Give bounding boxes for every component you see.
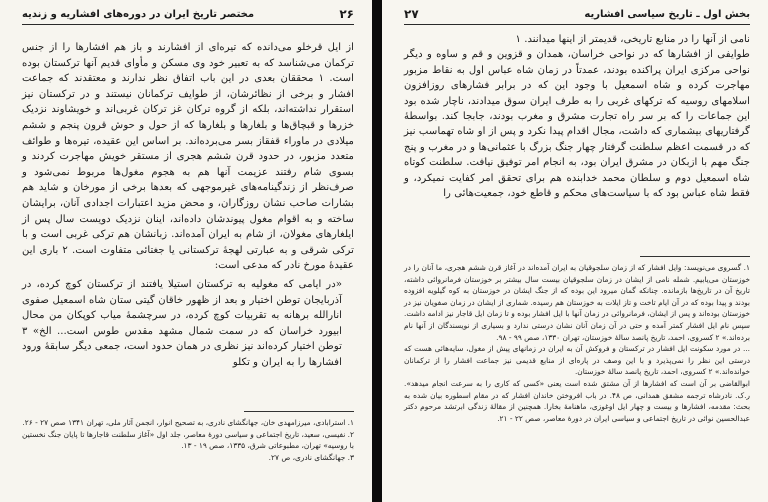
right-page-number: ۲۷ [404, 7, 419, 21]
right-page-header [404, 6, 750, 22]
left-footnote: ۳. جهانگشای نادری، ص ۲۷. [268, 452, 354, 462]
book-gutter [372, 0, 382, 502]
left-paragraph: از ایل قرخلو می‌دانده که تیره‌ای از افشارند و باز هم افشارها را از جنس ترکمان می‌شناسد که به تعبیر خود وی مسکن و مأوای قدیم آنها ترکستان بوده است. ۱ محققان بعدی در این باب اتفاق نظر ندارند و معتقدند که جماعت افشار و برخی از نظائرشان، از طوایف ترکمانان نیستند و در ترکستان نیز استقرار نداشته‌اند، بلکه از گروه ترکان غز ترکان غربی‌اند و خویشاوند نزدیک خزرها و قبچاق‌ها و بلغارها و بلغارها که از حول و حوش قرون پنجم و ششم میلادی در ماوراء قفقاز بسر می‌برده‌اند. بر اساس این عقیده، تیره‌ها و طوائف متعدد مزبور، در حدود قرن ششم هجری از مستقر خویش مهاجرت کردند و بسوی شام رفتند عزیمت آنها هم به هجوم مغول‌ها مربوط نمی‌شود و صرف‌نظر از زندگینامه‌های غیرموجهی که بعدها برخی از مورخان و شاید هم بشارات صاحب نشان روزگاران، و محض مزید اعتبارات اجدادی آنان، برایشان ساخته و به اقوام مغول پیوندشان داده‌اند، اینان نزدیک دویست سال پس از ایلغارهای مغولان، از شام به ایران آمده‌اند. زبانشان هم ترکی غربی است و با ترکی شرقی و به عبارتی لهجهٔ ترکستانی یا جغتائی متفاوت است. ۲ باری این عقیدهٔ مورخ نادر که مدعی است: [22, 42, 354, 272]
right-running-title: بخش اول ـ تاریخ سیاسی افشاریه [584, 8, 750, 20]
left-header-rule [22, 24, 354, 25]
left-page-number: ۲۶ [339, 7, 354, 21]
left-footnote: ۱. استرابادی، میرزامهدی خان، جهانگشای نادری، به تصحیح انوار، انجمن آثار ملی، تهران ۱۳۴۱ صص ۲۷ - ۲۶. [22, 418, 354, 427]
left-quote-paragraph: «در ایامی که مغولیه به ترکستان استیلا یافتند از ترکستان کوچ کرده، در آذربایجان توطن اختیار و بعد از ظهور خاقان گیتی ستان شاه اسمعیل صفوی انارالله برهانه به تقربیات کوچ کرده، در سرچشمهٔ میاب کوپکان من محال ابیورد خراسان که در سمت شمال مشهد مقدس طوس است... الخ» ۳ توطن اختیار کرده‌اند نیز نظری در همان حدود است، جمعی دیگر سابقهٔ ورود افشارها را به ایران و تکلو [22, 278, 342, 368]
right-paragraph: طوایفی از افشارها که در نواحی خراسان، همدان و قزوین و قم و ساوه و دیگر نواحی مرکزی ایران پراکنده بودند، عمدتاً در زمان شاه عباس اول به نقاط مزبور مهاجرت کرده و شاه اسمعیل با وجود این که در برابر فشارهای روزافزون اسلامهای روسیه که ترکهای غربی را به طرف ایران سوق میدادند، ناچار شده بود این جماعات را که بر سر راه تجارت مشرق و مغرب بودند، جابجا کند. بواسطهٔ گرفتاریهای بیشماری که داشت، مجال اقدام پیدا نکرد و پس از او شاه تهماسب نیز که در قسمت اعظم سلطنت گرفتار چهار جنگ بزرگ با عثمانی‌ها و در مغرب و پنج جنگ مهم با ازبکان در مشرق ایران بود، به انجام امر توفیق نیافت. سلطنت کوتاه شاه اسمعیل دوم و سلطان محمد خدابنده هم برای تحقق امر کفایت نمیکرد، و فقط شاه عباس بود که با سیاست‌های محکم و قاطع خود، جمعیت‌هائی را [404, 49, 750, 200]
right-footnotes [404, 262, 750, 424]
left-page-header [22, 6, 354, 22]
right-footnote: ۱. گسروی می‌نویسد: وایل افشار که از زمان سلجوقیان به ایران آمده‌اند در آغاز قرن ششم هجری، ما آنان را در خوزستان می‌یابیم. شمله نامی از ایشان در زمان سلجوقیان بیست سال بیشتر بر خوزستان فرمانروائی داشته، تاریخ آن در تاریخ‌ها بازمانده. چنانکه گمان میرود این بوده که از جنگ ایشان در خوزستان به کوه گیلویه افزوده بودند و پیدا بوده که در آن ایام تاخت و تاز ایلات به خوزستان هم رسیده. شماری از ایشان در زمان صفویان نیز در خوزستان بوده‌اند و پس از ایشان، فرمانروائی در زمان آنها با ایل افشار بوده و تا زمان ایل قاجار نیز ادامه داشت. سپس نام ایل افشار کمتر آمده و حتی در آن زمان آنان نشان درستی ندارد و بسیاری از نویسندگان از آنها نام برده‌اند.» ۲ کسروی، احمد، تاریخ پانصد سالهٔ خوزستان، تهران ۱۳۳۰، صص ۹۹ - ۹۸. [404, 263, 750, 342]
left-running-title: مختصر تاریخ ایران در دوره‌های افشاریه و زندیه [22, 8, 255, 20]
left-footnotes [22, 417, 354, 463]
left-footnote-rule [244, 411, 354, 412]
left-book-page [0, 0, 372, 502]
right-paragraph: نامی از آنها را در منابع تاریخی، قدیمتر از اینها میدانند. ۱ [515, 34, 750, 45]
right-footnote: ... در مورد سکونت ایل افشار در ترکستان و فروکش آن به ایران در زمانهای پیش از مغول، سایه‌هائی هست که درستی این نظر را نمی‌پذیرد و با این وصف در پاره‌ای از منابع قدیمی نیز جماعت افشار را از ترکمانان خوانده‌اند.» ۲ کسروی، احمد، تاریخ پانصد سالهٔ خوزستان. [404, 344, 750, 377]
left-footnote: ۲. نفیسی، سعید، تاریخ اجتماعی و سیاسی دورهٔ معاصر، جلد اول «آغاز سلطنت قاجارها تا پایان جنگ نخستین با روسیه» تهران، مطبوعاتی شرق، ۱۳۳۵، صص ۱۹ - ۱۳. [22, 429, 354, 451]
right-header-rule [404, 24, 750, 25]
right-book-page [382, 0, 768, 502]
right-body-text [404, 32, 750, 201]
right-footnote: ابوالقاضی بر آن است که افشارها از آن مشتق شده است یعنی «کسی که کاری را به سرعت انجام میدهد». ر.ک. نادرشاه ترجمه مشفق همدانی، ص ۴۸. در باب افروختن خاندان افشار که در مقام اسطوره بیان شده به بحث: مقدمه، افشارها و بیست و چهار ایل اوغوزی، ماهنامهٔ بخارا. همچنین از مقالهٔ زندگی ابرتشد مرحوم دکتر عبدالحسین نوائی در تاریخ اجتماعی و سیاسی ایران در دورهٔ معاصر، صص ۲۲ - ۲۱. [404, 378, 750, 423]
right-footnote-rule [640, 256, 750, 257]
left-body-text [22, 40, 354, 370]
